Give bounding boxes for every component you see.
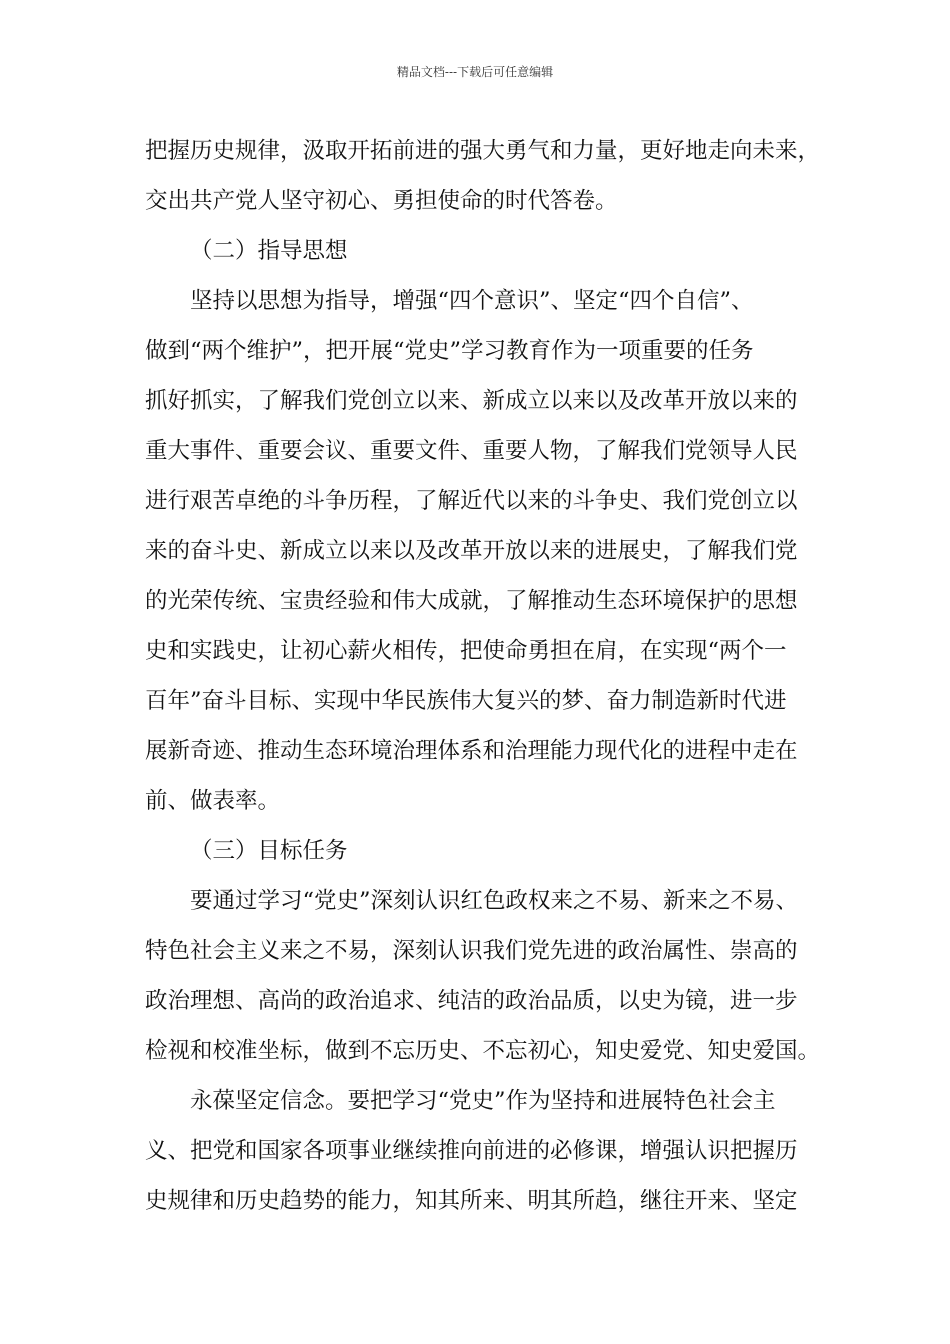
text-line: 重大事件、重要会议、重要文件、重要人物，了解我们党领导人民	[145, 438, 798, 464]
text-line: 特色社会主义来之不易，深刻认识我们党先进的政治属性、崇高的	[145, 938, 798, 964]
text-line: 百年”奋斗目标、实现中华民族伟大复兴的梦、奋力制造新时代进	[145, 688, 787, 714]
section-heading-guiding-ideology: （二）指导思想	[190, 238, 348, 264]
text-line: 前、做表率。	[145, 788, 281, 814]
text-line: 来的奋斗史、新成立以来以及改革开放以来的进展史，了解我们党	[145, 538, 798, 564]
text-line: 交出共产党人坚守初心、勇担使命的时代答卷。	[145, 188, 618, 214]
document-body	[145, 126, 835, 1226]
text-line: 要通过学习“党史”深刻认识红色政权来之不易、新来之不易、	[190, 888, 799, 914]
text-line: 的光荣传统、宝贵经验和伟大成就，了解推动生态环境保护的思想	[145, 588, 798, 614]
text-line: 把握历史规律，汲取开拓前进的强大勇气和力量，更好地走向未来，	[145, 138, 821, 164]
text-line: 永葆坚定信念。要把学习“党史”作为坚持和进展特色社会主	[190, 1088, 776, 1114]
text-line: 抓好抓实，了解我们党创立以来、新成立以来以及改革开放以来的	[145, 388, 798, 414]
text-line: 义、把党和国家各项事业继续推向前进的必修课，增强认识把握历	[145, 1138, 798, 1164]
text-line: 史和实践史，让初心薪火相传，把使命勇担在肩，在实现“两个一	[145, 638, 787, 664]
text-line: 检视和校准坐标，做到不忘历史、不忘初心，知史爱党、知史爱国。	[145, 1038, 821, 1064]
page-header: 精品文档---下载后可任意编辑	[396, 65, 554, 79]
text-line: 坚持以思想为指导，增强“四个意识”、坚定“四个自信”、	[190, 288, 754, 314]
text-line: 做到“两个维护”，把开展“党史”学习教育作为一项重要的任务	[145, 338, 754, 364]
text-line: 史规律和历史趋势的能力，知其所来、明其所趋，继往开来、坚定	[145, 1188, 798, 1214]
section-heading-goals-tasks: （三）目标任务	[190, 838, 348, 864]
text-line: 政治理想、高尚的政治追求、纯洁的政治品质，以史为镜，进一步	[145, 988, 798, 1014]
text-line: 进行艰苦卓绝的斗争历程，了解近代以来的斗争史、我们党创立以	[145, 488, 798, 514]
text-line: 展新奇迹、推动生态环境治理体系和治理能力现代化的进程中走在	[145, 738, 798, 764]
